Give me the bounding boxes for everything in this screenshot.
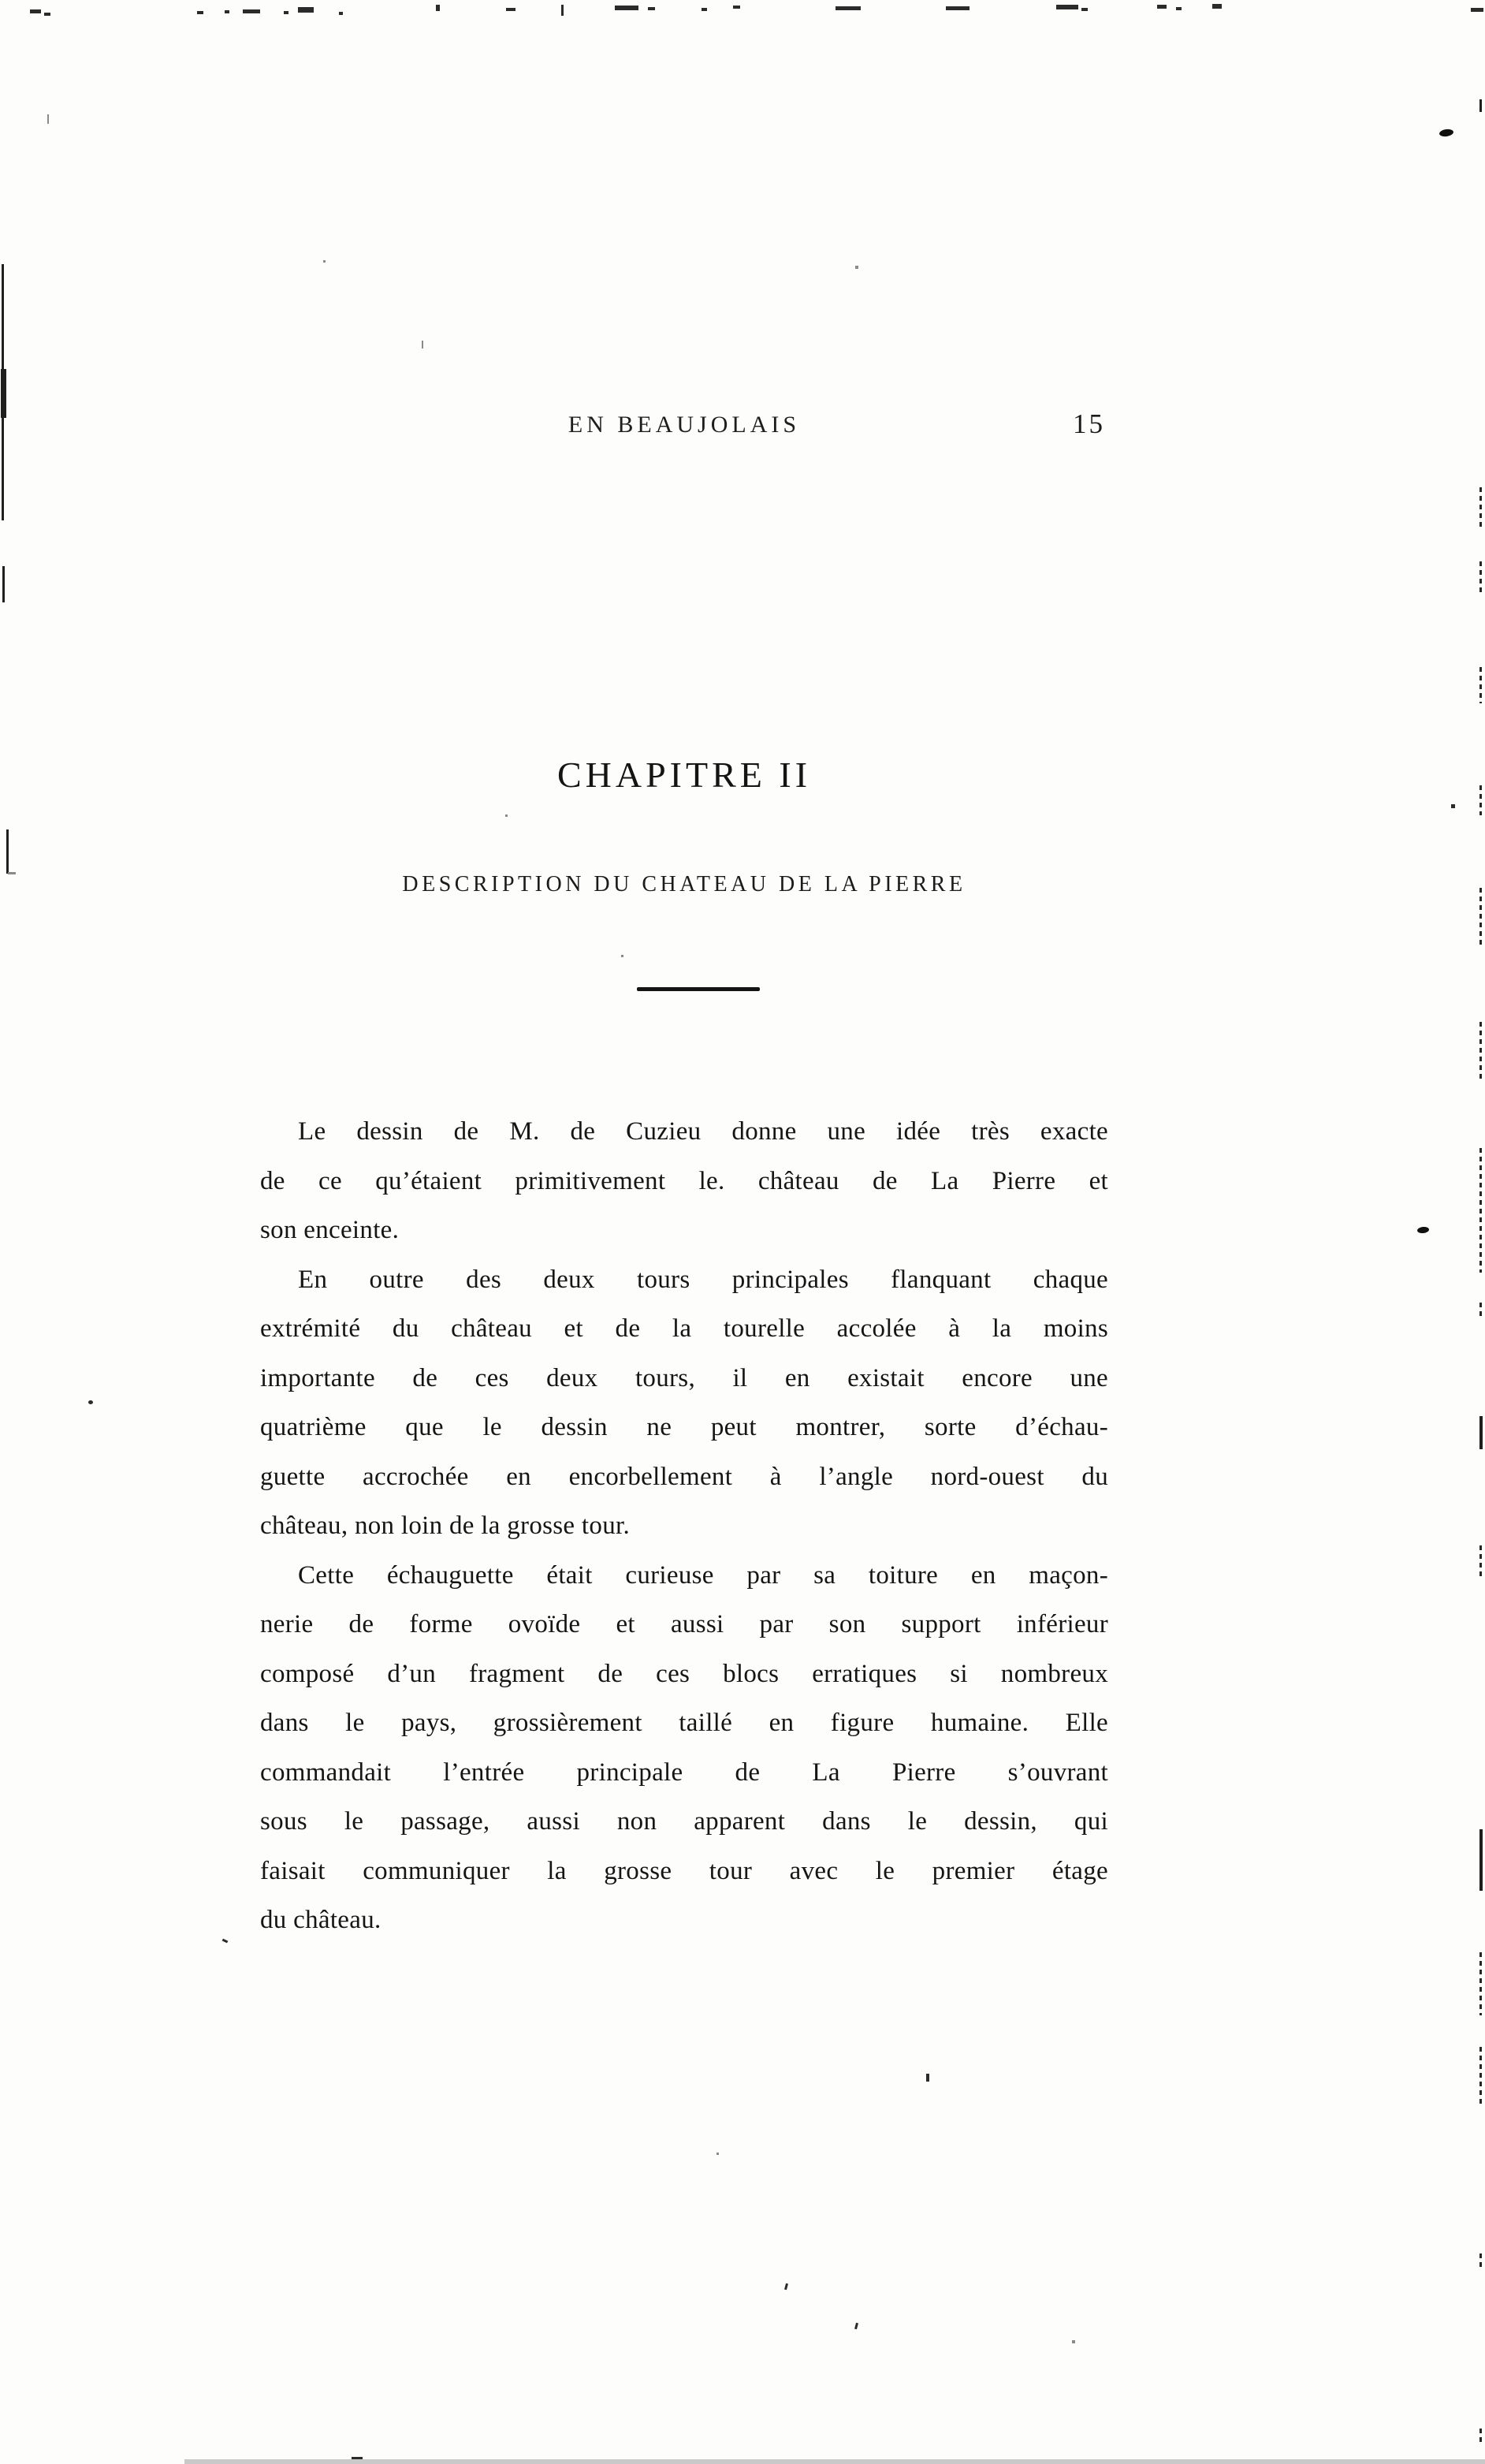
text-line: composé d’un fragment de ces blocs erratiques si nombreux — [260, 1659, 1108, 1688]
scan-artifact — [716, 2153, 719, 2155]
scan-artifact — [1417, 1226, 1430, 1234]
scan-artifact — [506, 8, 515, 11]
text-line: Cette échauguette était curieuse par sa toiture en maçon- — [298, 1560, 1108, 1590]
text-line: château, non loin de la grosse tour. — [260, 1512, 631, 1540]
running-title: EN BEAUJOLAIS — [568, 412, 801, 438]
scan-artifact — [44, 13, 50, 16]
scan-artifact — [284, 11, 288, 14]
scan-line-right — [1479, 785, 1482, 815]
scan-line-right — [1479, 1148, 1482, 1273]
paragraph — [260, 1255, 1108, 1551]
scan-artifact — [1072, 2340, 1075, 2343]
scan-artifact — [243, 9, 260, 13]
scan-line-right — [1479, 1545, 1482, 1580]
scan-artifact — [854, 2323, 858, 2330]
scan-artifact — [339, 12, 343, 15]
scan-line-right — [1479, 99, 1482, 112]
page-number: 15 — [1073, 408, 1105, 439]
scan-edge-shadow — [184, 2459, 1485, 2464]
scan-artifact — [422, 341, 423, 349]
scan-line-right — [1479, 2429, 1482, 2444]
text-line: du château. — [260, 1906, 381, 1934]
scan-artifact — [298, 7, 314, 13]
text-line: Le dessin de M. de Cuzieu donne une idée très exacte — [298, 1117, 1108, 1146]
scan-line-right — [1479, 487, 1482, 530]
scan-line-right — [1479, 667, 1482, 703]
scan-artifact — [222, 1939, 229, 1944]
chapter-title: CHAPITRE II — [556, 755, 812, 795]
scan-line-right — [1479, 888, 1482, 948]
scan-artifact — [836, 6, 861, 10]
scan-artifact — [1157, 5, 1167, 9]
title-rule — [637, 987, 760, 991]
paragraph — [260, 1107, 1108, 1255]
text-line: guette accrochée en encorbellement à l’angle nord-ouest du — [260, 1462, 1108, 1491]
scan-artifact — [648, 7, 655, 10]
scan-line-right — [1479, 1022, 1482, 1082]
scan-line-right — [1479, 2253, 1482, 2269]
scan-artifact — [784, 2283, 788, 2291]
scan-artifact — [225, 10, 229, 13]
scan-artifact — [733, 6, 740, 9]
scan-line-right — [1479, 1303, 1482, 1317]
scan-artifact — [88, 1400, 93, 1404]
scan-artifact — [926, 2074, 929, 2082]
running-head — [260, 408, 1108, 449]
text-line: commandait l’entrée principale de La Pierre s’ouvrant — [260, 1758, 1108, 1787]
scan-artifact — [323, 260, 326, 263]
scan-artifact — [561, 5, 564, 16]
scan-line-right — [1479, 2047, 1482, 2105]
scan-artifact — [197, 11, 203, 14]
scan-line-right — [1479, 561, 1482, 595]
text-line: importante de ces deux tours, il en existait encore une — [260, 1363, 1108, 1392]
text-line: de ce qu’étaient primitivement le. château de La Pierre et — [260, 1166, 1108, 1195]
scan-line-right — [1479, 1829, 1483, 1891]
text-line: dans le pays, grossièrement taillé en figure humaine. Elle — [260, 1709, 1108, 1737]
scan-artifact — [702, 8, 707, 11]
scan-artifact — [615, 6, 638, 10]
scan-line-left — [6, 829, 9, 874]
scan-artifact — [8, 872, 16, 874]
scan-artifact — [1212, 4, 1222, 9]
scan-artifact — [436, 5, 440, 11]
scan-line-left — [2, 566, 5, 602]
scan-artifact — [1176, 7, 1182, 10]
body-text — [260, 1107, 1108, 1945]
chapter-subtitle: DESCRIPTION DU CHATEAU DE LA PIERRE — [402, 872, 966, 897]
scan-artifact — [47, 114, 49, 124]
paragraph — [260, 1551, 1108, 1945]
text-line: nerie de forme ovoïde et aussi par son support inférieur — [260, 1610, 1108, 1638]
scan-artifact — [855, 266, 858, 269]
scan-artifact — [1438, 129, 1453, 137]
scan-line-right — [1479, 1416, 1483, 1449]
scan-artifact — [1081, 8, 1088, 11]
text-line: son enceinte. — [260, 1216, 400, 1244]
text-line: quatrième que le dessin ne peut montrer, sorte d’échau- — [260, 1413, 1108, 1441]
scan-artifact — [1471, 8, 1483, 12]
scan-artifact — [1451, 804, 1455, 808]
scan-line-right — [1479, 1952, 1482, 2015]
scan-artifact — [30, 9, 41, 13]
scan-artifact — [1056, 5, 1078, 9]
text-line: extrémité du château et de la tourelle accolée à la moins — [260, 1314, 1108, 1343]
text-line: faisait communiquer la grosse tour avec le premier étage — [260, 1856, 1108, 1885]
scan-artifact — [621, 955, 623, 957]
text-line: sous le passage, aussi non apparent dans le dessin, qui — [260, 1807, 1108, 1836]
scan-artifact — [946, 6, 970, 10]
text-line: En outre des deux tours principales flanquant chaque — [298, 1265, 1108, 1294]
scan-line-left — [1, 369, 6, 418]
scan-artifact — [505, 814, 508, 817]
